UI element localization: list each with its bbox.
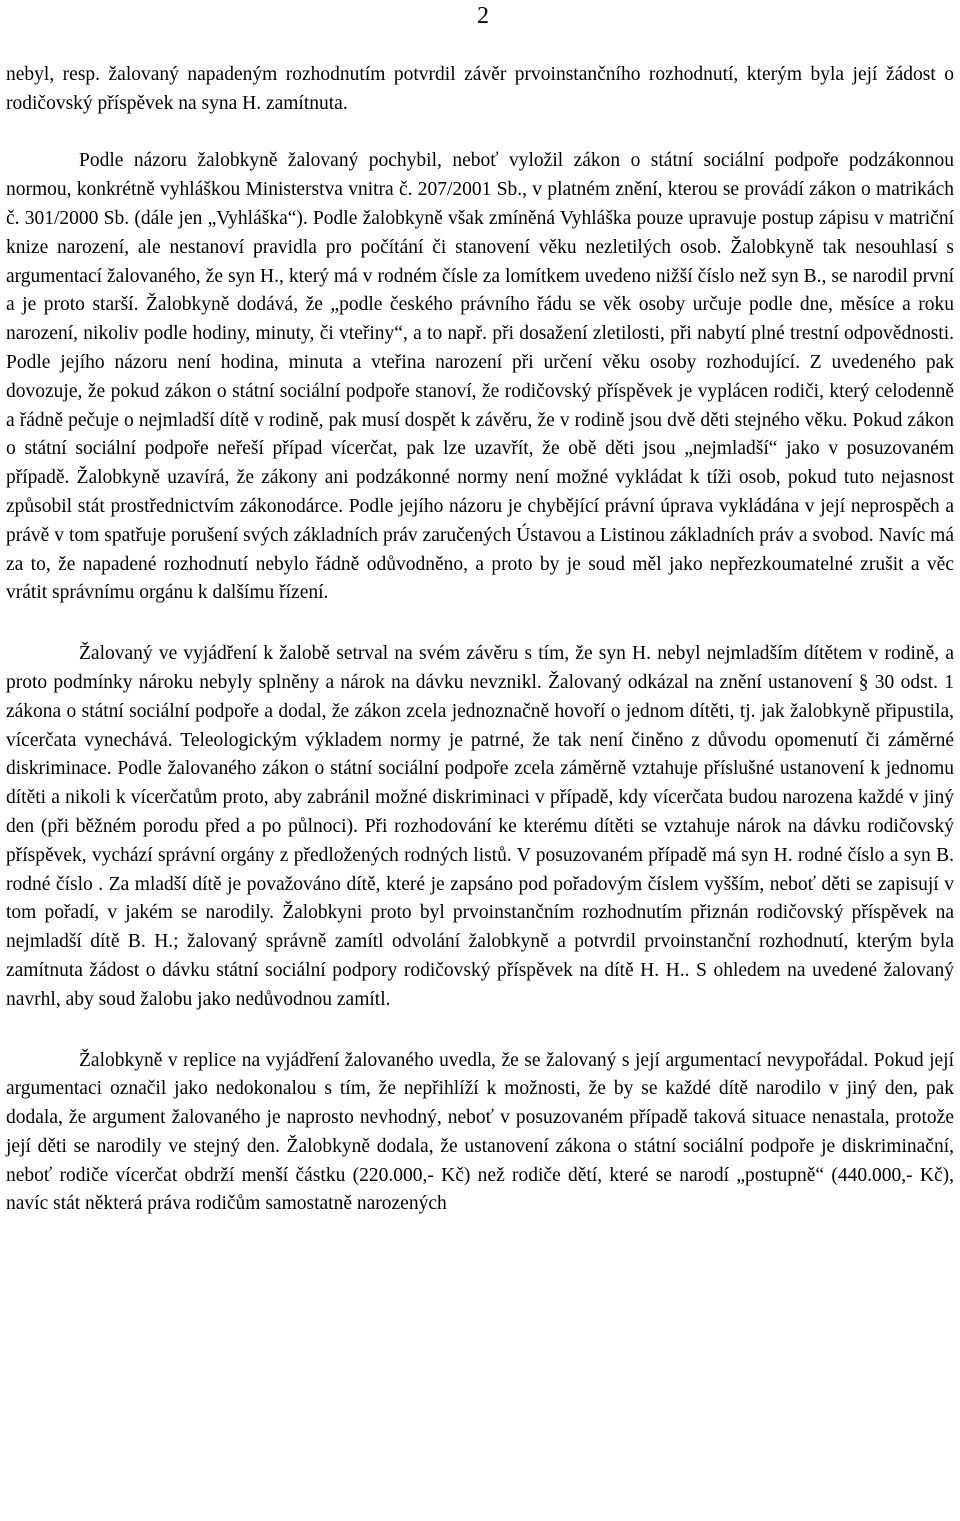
paragraph-1: nebyl, resp. žalovaný napadeným rozhodnutím potvrdil závěr prvoinstančního rozhodnutí, kterým byla její žádost o rodičovský příspěvek na syna H. zamítnuta.: [6, 64, 954, 114]
document-body: [6, 61, 954, 1219]
paragraph-spacer: [6, 119, 954, 148]
paragraph-spacer: [6, 608, 954, 640]
paragraph-4: Žalobkyně v replice na vyjádření žalovaného uvedla, že se žalovaný s její argumentací nevypořádal. Pokud její argumentaci označil jako nedokonalou s tím, že nepřihlíží k možnosti, že by se každé dítě narodilo v jiný den, pak dodala, že argument žalovaného je naprosto nevhodný, neboť v posuzovaném případě taková situace nenastala, protože její děti se narodily ve stejný den. Žalobkyně dodala, že ustanovení zákona o státní sociální podpoře je diskriminační, neboť rodiče vícerčat obdrží menší částku (220.000,- Kč) než rodiče dětí, které se narodí „postupně“ (440.000,- Kč), navíc stát některá práva rodičům samostatně narozených: [6, 1049, 954, 1215]
paragraph-2: Podle názoru žalobkyně žalovaný pochybil, neboť vyložil zákon o státní sociální podpoře podzákonnou normou, konkrétně vyhláškou Ministerstva vnitra č. 207/2001 Sb., v platném znění, kterou se provádí zákon o matrikách č. 301/2000 Sb. (dále jen „Vyhláška“). Podle žalobkyně však zmíněná Vyhláška pouze upravuje postup zápisu v matriční knize narození, ale nestanoví pravidla pro počítání či stanovení věku nezletilých osob. Žalobkyně tak nesouhlasí s argumentací žalovaného, že syn H., který má v rodném čísle za lomítkem uvedeno nižší číslo než syn B., se narodil první a je proto starší. Žalobkyně dodává, že „podle českého právního řádu se věk osoby určuje podle dne, měsíce a roku narození, nikoliv podle hodiny, minuty, či vteřiny“, a to např. při dosažení zletilosti, při nabytí plné trestní odpovědnosti. Podle jejího názoru není hodina, minuta a vteřina narození při určení věku osoby rozhodující. Z uvedeného pak dovozuje, že pokud zákon o státní sociální podpoře stanoví, že rodičovský příspěvek je vyplácen rodiči, který celodenně a řádně pečuje o nejmladší dítě v rodině, pak musí dospět k závěru, že v rodině jsou dvě děti stejného věku. Pokud zákon o státní sociální podpoře neřeší případ vícerčat, pak lze uzavřít, že obě děti jsou „nejmladší“ jako v posuzovaném případě. Žalobkyně uzavírá, že zákony ani podzákonné normy není možné vykládat k tíži osob, pokud tuto nejasnost způsobil stát prostřednictvím zákonodárce. Podle jejího názoru je chybějící právní úprava vykládána v její neprospěch a právě v tom spatřuje porušení svých základních práv zaručených Ústavou a Listinou základních práv a svobod. Navíc má za to, že napadené rozhodnutí nebylo řádně odůvodněno, a proto by je soud měl jako nepřezkoumatelné zrušit a věc vrátit správnímu orgánu k dalšímu řízení.: [6, 150, 954, 604]
paragraph-spacer: [6, 1015, 954, 1047]
paragraph-3: Žalovaný ve vyjádření k žalobě setrval na svém závěru s tím, že syn H. nebyl nejmladším dítětem v rodině, a proto podmínky nároku nebyly splněny a nárok na dávku nevznikl. Žalovaný odkázal na znění ustanovení § 30 odst. 1 zákona o státní sociální podpoře a dodal, že zákon zcela jednoznačně hovoří o jednom dítěti, tj. jak žalobkyně připustila, vícerčata vynechává. Teleologickým výkladem normy je patrné, že tak není činěno z důvodu opomenutí či záměrné diskriminace. Podle žalovaného zákon o státní sociální podpoře zcela záměrně vztahuje příslušné ustanovení k jednomu dítěti a nikoli k vícerčatům proto, aby zabránil možné diskriminaci v případě, kdy vícerčata budou narozena každé v jiný den (při běžném porodu před a po půlnoci). Při rozhodování ke kterému dítěti se vztahuje nárok na dávku rodičovský příspěvek, vychází správní orgány z předložených rodných listů. V posuzovaném případě má syn H. rodné číslo a syn B. rodné číslo . Za mladší dítě je považováno dítě, které je zapsáno pod pořadovým číslem vyšším, neboť děti se zapisují v tom pořadí, v jakém se narodily. Žalobkyni proto byl prvoinstančním rozhodnutím přiznán rodičovský příspěvek na nejmladší dítě B. H.; žalovaný správně zamítl odvolání žalobkyně a potvrdil prvoinstanční rozhodnutí, kterým byla zamítnuta žádost o dávku státní sociální podpory rodičovský příspěvek na dítě H. H.. S ohledem na uvedené žalovaný navrhl, aby soud žalobu jako nedůvodnou zamítl.: [6, 643, 954, 1010]
page-number: 2: [477, 3, 489, 29]
